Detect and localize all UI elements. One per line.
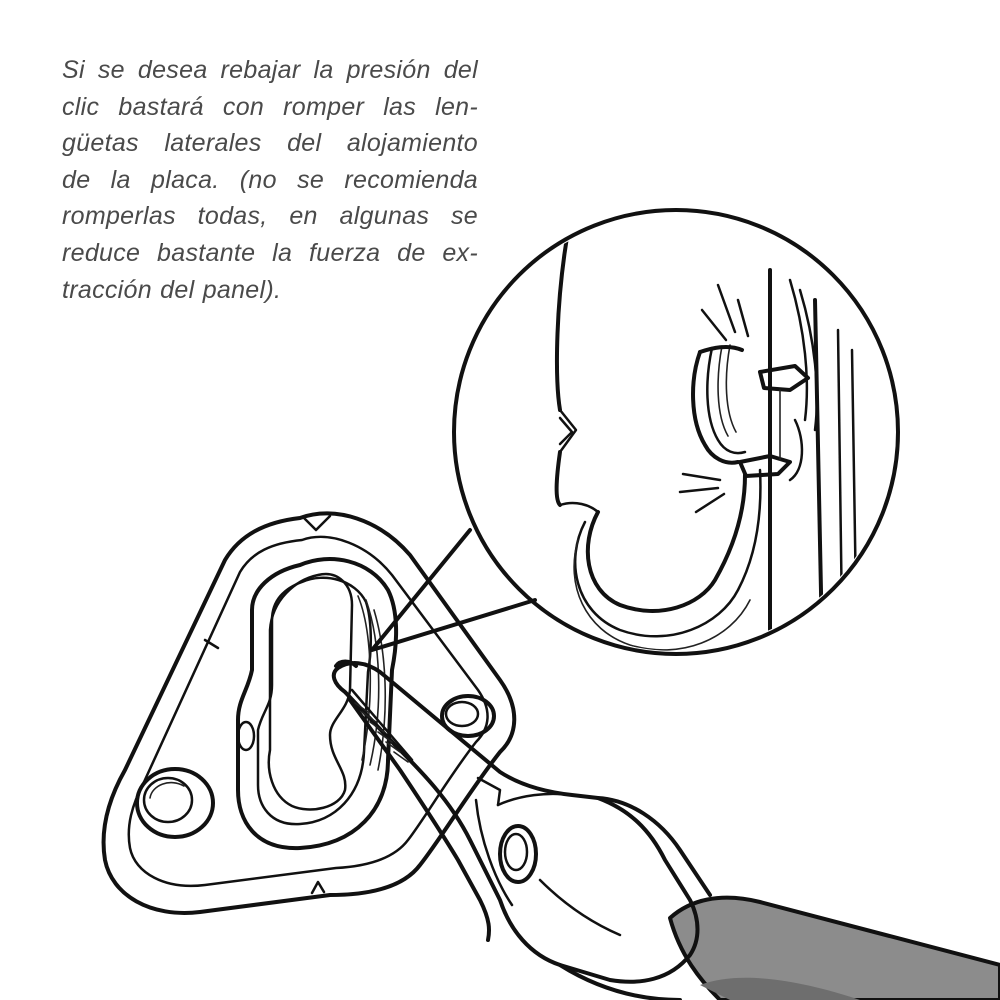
instruction-line: reduce bastante la fuerza de ex- bbox=[62, 238, 478, 267]
instruction-line: clic bastará con romper las len- bbox=[62, 92, 478, 121]
magnified-detail bbox=[372, 210, 898, 654]
instruction-line: güetas laterales del alojamiento bbox=[62, 129, 478, 158]
instruction-line: de la placa. (no se recomienda bbox=[62, 165, 478, 194]
instruction-line: Si se desea rebajar la presión del bbox=[62, 56, 478, 84]
pliers bbox=[334, 662, 1000, 1000]
instruction-line: romperlas todas, en algunas se bbox=[62, 202, 478, 231]
instruction-line: tracción del panel). bbox=[62, 275, 282, 304]
